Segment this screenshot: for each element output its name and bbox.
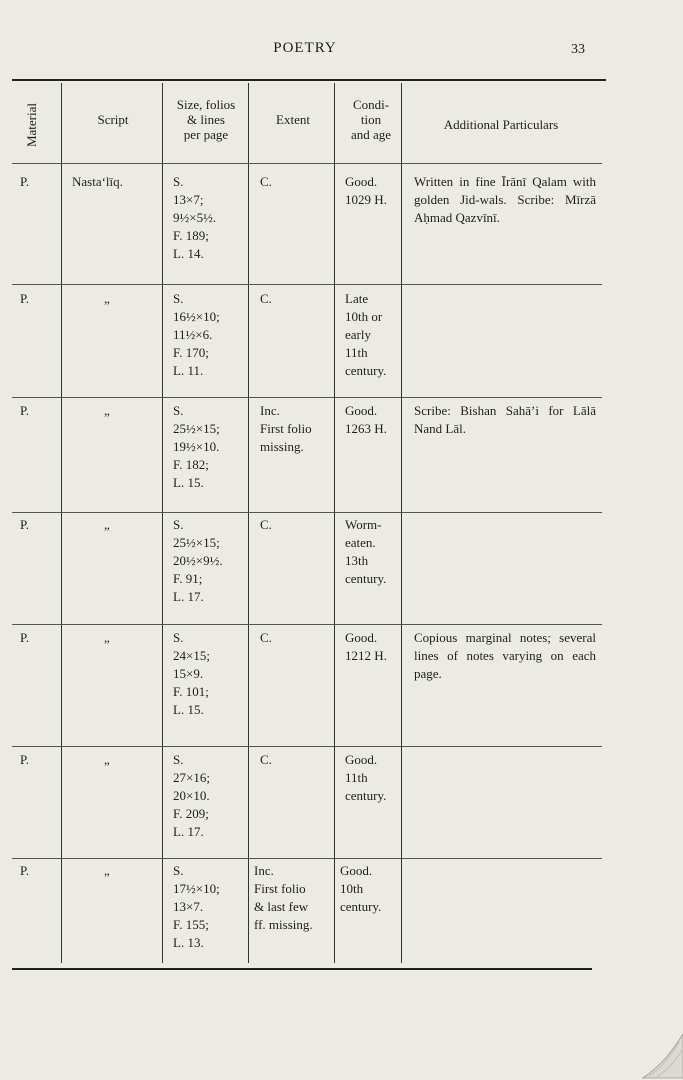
row-6-size: S. 27×16; 20×10. F. 209; L. 17. bbox=[173, 752, 210, 839]
row-6-material: P. bbox=[20, 752, 30, 767]
running-head bbox=[0, 40, 683, 60]
row-2-size: S. 16½×10; 11½×6. F. 170; L. 11. bbox=[173, 291, 220, 378]
row-5-script: „ bbox=[104, 630, 110, 645]
row-7-material: P. bbox=[20, 863, 30, 878]
row-1-size: S. 13×7; 9½×5½. F. 189; L. 14. bbox=[173, 174, 217, 261]
row-3-extent: Inc. First folio missing. bbox=[260, 403, 312, 454]
row-5-extent: C. bbox=[260, 630, 272, 645]
header-condition: Condi- tion and age bbox=[350, 97, 392, 142]
row-5-condition: Good. 1212 H. bbox=[345, 630, 387, 663]
header-size: Size, folios & lines per page bbox=[176, 97, 236, 142]
row-6-extent: C. bbox=[260, 752, 272, 767]
row-3-material: P. bbox=[20, 403, 30, 418]
row-4-extent: C. bbox=[260, 517, 272, 532]
page-corner-curl bbox=[623, 1030, 683, 1080]
row-3-size: S. 25½×15; 19½×10. F. 182; L. 15. bbox=[173, 403, 220, 490]
row-4-script: „ bbox=[104, 517, 110, 532]
row-divider bbox=[12, 512, 602, 513]
header-material: Material bbox=[24, 102, 40, 148]
row-divider bbox=[12, 624, 602, 625]
header-extent: Extent bbox=[276, 112, 310, 127]
row-divider bbox=[12, 397, 602, 398]
row-7-extent: Inc. First folio & last few ff. missing. bbox=[254, 863, 313, 932]
row-2-extent: C. bbox=[260, 291, 272, 306]
row-4-material: P. bbox=[20, 517, 30, 532]
column-divider bbox=[61, 83, 62, 963]
top-rule bbox=[12, 79, 606, 81]
header-divider bbox=[12, 163, 602, 164]
header-script: Script bbox=[97, 112, 129, 127]
row-4-size: S. 25½×15; 20½×9½. F. 91; L. 17. bbox=[173, 517, 223, 604]
row-6-script: „ bbox=[104, 752, 110, 767]
row-divider bbox=[12, 858, 602, 859]
bottom-rule bbox=[12, 968, 592, 970]
row-1-condition: Good. 1029 H. bbox=[345, 174, 387, 207]
row-7-script: „ bbox=[104, 863, 110, 878]
row-5-material: P. bbox=[20, 630, 30, 645]
row-divider bbox=[12, 284, 602, 285]
row-4-condition: Worm- eaten. 13th century. bbox=[345, 517, 387, 586]
row-2-condition: Late 10th or early 11th century. bbox=[345, 291, 387, 378]
column-divider bbox=[162, 83, 163, 963]
row-3-script: „ bbox=[104, 403, 110, 418]
page-number: 33 bbox=[571, 42, 585, 57]
row-1-material: P. bbox=[20, 174, 30, 189]
row-divider bbox=[12, 746, 602, 747]
column-divider bbox=[248, 83, 249, 963]
row-5-particulars: Copious marginal notes; several lines of notes varying on each page. bbox=[414, 630, 596, 681]
row-2-script: „ bbox=[104, 291, 110, 306]
column-divider bbox=[401, 83, 402, 963]
row-1-particulars: Written in fine Īrānī Qalam with golden Jid-wals. Scribe: Mīrzā Aḥmad Qazvīnī. bbox=[414, 174, 596, 225]
row-5-size: S. 24×15; 15×9. F. 101; L. 15. bbox=[173, 630, 210, 717]
row-1-script: Nasta‘līq. bbox=[72, 174, 123, 189]
row-6-condition: Good. 11th century. bbox=[345, 752, 387, 803]
row-2-material: P. bbox=[20, 291, 30, 306]
row-7-size: S. 17½×10; 13×7. F. 155; L. 13. bbox=[173, 863, 220, 950]
row-1-extent: C. bbox=[260, 174, 272, 189]
row-3-particulars: Scribe: Bishan Sahā’i for Lālā Nand Lāl. bbox=[414, 403, 596, 436]
row-3-condition: Good. 1263 H. bbox=[345, 403, 387, 436]
row-7-condition: Good. 10th century. bbox=[340, 863, 382, 914]
column-divider bbox=[334, 83, 335, 963]
page-title: POETRY bbox=[273, 40, 337, 56]
header-particulars: Additional Particulars bbox=[443, 117, 559, 132]
